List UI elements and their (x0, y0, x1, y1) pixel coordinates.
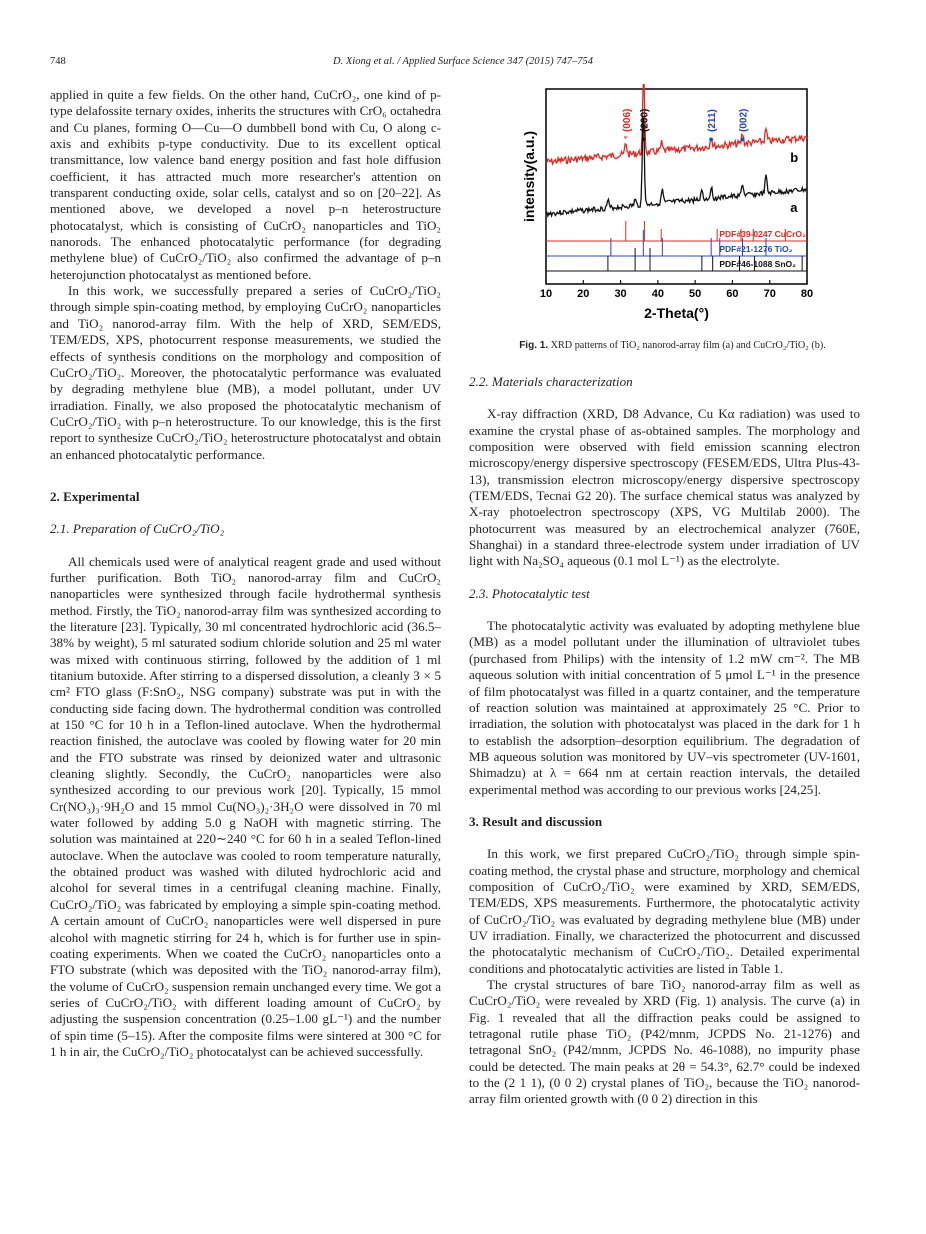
caption-text: XRD patterns of TiO₂ nanorod-array film (a) and CuCrO₂/TiO₂ (b). (550, 340, 826, 351)
subsection-heading-preparation: 2.1. Preparation of CuCrO₂/TiO₂ (50, 521, 225, 537)
peak-marker: ● (739, 134, 746, 144)
peak-label: (211) (707, 109, 719, 132)
caption-label: Fig. 1. (519, 340, 549, 351)
peak-label: (002) (738, 108, 750, 132)
paragraph-characterization: X-ray diffraction (XRD, D8 Advance, Cu Kα radiation) was used to examine the crystal phase of as-obtained samples. The morphology and composition were observed with field emission scanning electron microscopy/energy dispersive spectroscopy (FESEM/EDS, Ultra Plus-43-13), transmission electron microscopy/energy dispersive spectroscopy (TEM/EDS, Tecnai G2 20). The surface chemical status was analyzed by X-ray photoelectron spectroscopy (XPS, VG Multilab 2000). The photocurrent was measured by an electrochemical analyzer (760E, Shanghai) in a standard three-electrode system under irradiation of UV light with Na₂SO₄ aqueous (0.1 mol L⁻¹) as the electrolyte. (469, 406, 860, 569)
paragraph-photocatalytic: The photocatalytic activity was evaluated by adopting methylene blue (MB) as a model pollutant under the illumination of ultraviolet tubes (purchased from Philips) with the intensity of 1.2 mW cm⁻². The MB aqueous solution with initial concentration of 5 μmol L⁻¹ in the presence of film photocatalyst was filled in a quartz container, and the temperature of reaction solution was maintained at approximately 25 °C. Prior to irradiation, the solution with photocatalyst was placed in the dark for 1 h to establish the adsorption–desorption equilibrium. The degradation of MB aqueous solution was monitored by UV–vis spectrometer (UV-1601, Shimadzu) at λ = 664 nm at certain reaction intervals, the detailed experimental method was according to our previous works [24,25]. (469, 618, 860, 797)
series-b-line (546, 84, 807, 164)
reference-label: PDF#39-0247 CuCrO₂ (719, 229, 806, 239)
right-column (469, 374, 860, 1108)
series-a-line (546, 116, 807, 216)
subsection-heading-characterization: 2.2. Materials characterization (469, 374, 633, 389)
xrd-chart (470, 84, 875, 334)
series-a-label: a (790, 200, 798, 215)
x-tick-label: 30 (614, 288, 627, 300)
paragraph-preparation: All chemicals used were of analytical reagent grade and used without further purification. Both TiO₂ nanorod-array film and CuCrO₂ nanoparticles were synthesized through facile hydrothermal synthesis method. Firstly, the TiO₂ nanorod-array film was synthesized according to the literature [23]. Typically, 30 ml concentrated hydrochloric acid (36.5–38% by weight), 5 ml saturated sodium chloride solution and 25 ml water was mixed with continuous stirring, followed by the addition of 1 ml titanium butoxide. After stirring to a dispersed dissolution, a cleanly 3 × 5 cm² FTO glass (F:SnO₂, NSG company) substrate was put in with the conducting side facing down. The hydrothermal condition was controlled at 150 °C for 10 h in a Teflon-lined autoclave. When the hydrothermal reaction finished, the autoclave was cooled by flowing water for 20 min and the FTO substrate was rinsed by deionized water and ultrasonic cleaning slightly. Secondly, the CuCrO₂ nanoparticles were also synthesized according to our previous work [20]. Typically, 15 mmol Cr(NO₃)₃·9H₂O and 15 mmol Cu(NO₃)₂·3H₂O were dissolved in 70 ml water followed by adding 5.0 g NaOH with magnetic stirring. The solution was maintained at 220∼240 °C for 60 h in a sealed Teflon-lined autoclave. When the autoclave was cooled to room temperature naturally, the obtained product was washed with diluted hydrochloric acid and alcohol for several times in a centrifugal cleaning machine. Finally, CuCrO₂/TiO₂ was fabricated by employing a simple spin-coating method. A certain amount of CuCrO₂ nanoparticles were well dispersed in pure alcohol with magnetic stirring for 24 h, which is for further use in spin-coating experiments. When we coated the CuCrO₂ nanoparticles onto a FTO substrate (which was deposited with the TiO₂ nanorod-array film), the volume of CuCrO₂ suspension remain unchanged every time. We got a series of CuCrO₂/TiO₂ with different loading amount of CuCrO₂ by adjusting the suspension concentration (0.25–1.00 gL⁻¹) and the number of spin time (5–15). After the composite films were sintered at 300 °C for 1 h in air, the CuCrO₂/TiO₂ photocatalyst can be achieved successfully. (50, 553, 441, 1059)
x-tick-label: 80 (800, 288, 814, 300)
running-header: D. Xiong et al. / Applied Surface Science 347 (2015) 747–754 (333, 56, 593, 67)
peak-marker: ● (708, 134, 714, 144)
series-b-label: b (790, 150, 799, 165)
x-tick-label: 50 (689, 288, 702, 300)
y-axis-label: intensity(a.u.) (521, 130, 537, 223)
reference-label: PDF#46-1088 SnO₂ (719, 259, 796, 269)
paragraph-xrd: The crystal structures of bare TiO₂ nanorod-array film as well as CuCrO₂/TiO₂ were revealed by XRD (Fig. 1) analysis. The curve (a) in Fig. 1 revealed that all the diffraction peaks could be assigned to tetragonal rutile phase TiO₂ (P42/mnm, JCPDS No. 21-1276) and tetragonal SnO₂ (P42/mnm, JCPDS No. 46-1088), no impurity phase could be detected. The main peaks at 2θ = 54.3°, 62.7° could be indexed to the (2 1 1), (0 0 2) crystal planes of TiO₂, because the TiO₂ nanorod-array film oriented growth with (0 0 2) direction in this (469, 977, 860, 1107)
x-tick-label: 70 (763, 288, 776, 300)
x-tick-label: 60 (726, 288, 739, 300)
left-column (50, 87, 441, 1060)
x-tick-label: 40 (651, 288, 664, 300)
x-tick-label: 10 (539, 288, 553, 300)
peak-marker: ♦ (641, 134, 646, 144)
subsection-heading-photocatalytic: 2.3. Photocatalytic test (469, 585, 590, 601)
reference-label: PDF#21-1276 TiO₂ (719, 244, 793, 254)
peak-label: (006) (621, 108, 633, 132)
peak-label: (200) (639, 108, 651, 132)
section-heading-experimental: 2. Experimental (50, 488, 140, 504)
section-heading-results: 3. Result and discussion (469, 813, 603, 829)
paragraph-intro: applied in quite a few fields. On the other hand, CuCrO₂, one kind of p-type delafossite ternary oxides, inherits the structures with CrO₆ octahedra and Cu planes, forming O—Cu—O dumbbell bond with Cu, O along c-axis and exhibits p-type conductivity. Due to its excellent optical transmittance, low valence band energy position and fast hole diffusion coefficient, it has attracted much more researcher's attention on transparent conducting oxide, solar cells, catalyst and so on [20–22]. As mentioned above, we developed a novel p–n heterostructure photocatalyst, which is consisting of CuCrO₂ nanoparticles and TiO₂ nanorods. The enhanced photocatalytic performance (for degrading methylene blue) of CuCrO₂/TiO₂ also confirmed the advantage of p–n heterojunction photocatalyst as mentioned before. (50, 87, 441, 282)
page-number: 748 (50, 56, 66, 67)
peak-marker: * (623, 134, 629, 144)
figure-caption (470, 340, 875, 351)
x-axis-label: 2-Theta(°) (644, 305, 709, 321)
paragraph-this-work: In this work, we successfully prepared a series of CuCrO₂/TiO₂ through simple spin-coating method, by employing CuCrO₂ nanoparticles and TiO₂ nanorod-array film. With the help of XRD, SEM/EDS, TEM/EDS, XPS, photocurrent response measurements, we studied the effects of synthesis conditions on the morphology and composition of CuCrO₂/TiO₂. Moreover, the photocatalytic performance was evaluated by degrading methylene blue (MB), a model pollutant, under UV irradiation. Finally, we also proposed the photocatalytic mechanism of CuCrO₂/TiO₂ with p–n heterostructure. To our knowledge, this is the first report to synthesize CuCrO₂/TiO₂ heterostructure photocatalyst and obtain an enhanced photocatalytic performance. (50, 283, 441, 462)
paragraph-results-intro: In this work, we first prepared CuCrO₂/TiO₂ through simple spin-coating method, the crystal phase and structure, morphology and chemical composition of CuCrO₂/TiO₂ were examined by XRD, SEM/EDS, TEM/EDS, XPS measurements. Furthermore, the photocatalytic activity of CuCrO₂/TiO₂ was evaluated by degrading methylene blue (MB) under UV irradiation. Finally, we characterized the photocurrent and discussed the photocatalytic mechanism of CuCrO₂/TiO₂. Detailed experimental conditions and photocatalytic activities are listed in Table 1. (469, 846, 860, 976)
x-tick-label: 20 (577, 288, 590, 300)
